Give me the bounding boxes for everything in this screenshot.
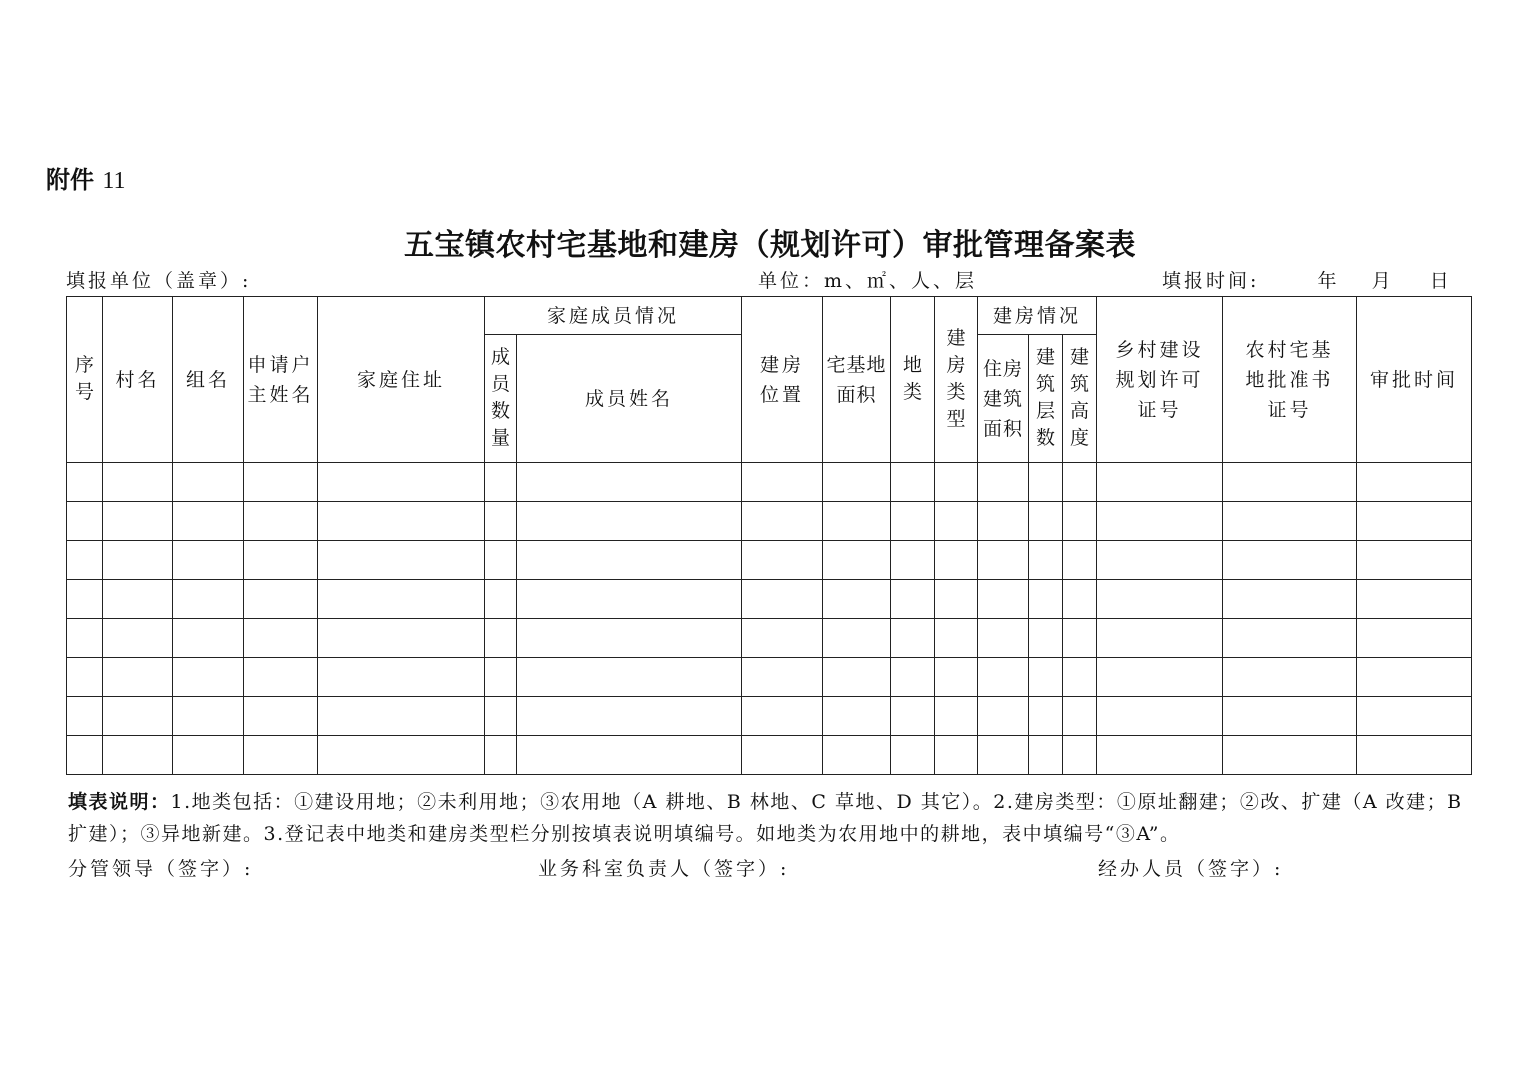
table-cell[interactable] <box>1357 580 1472 619</box>
table-cell[interactable] <box>244 658 318 697</box>
table-cell[interactable] <box>1029 658 1063 697</box>
table-cell[interactable] <box>823 619 891 658</box>
table-cell[interactable] <box>978 697 1029 736</box>
table-cell[interactable] <box>935 541 978 580</box>
table-cell[interactable] <box>1063 580 1097 619</box>
table-cell[interactable] <box>173 658 244 697</box>
table-cell[interactable] <box>1063 502 1097 541</box>
table-row <box>67 619 1472 658</box>
header-location: 建房位置 <box>742 297 823 463</box>
table-cell[interactable] <box>517 736 742 775</box>
table-cell[interactable] <box>244 619 318 658</box>
table-cell[interactable] <box>485 580 517 619</box>
table-cell[interactable] <box>103 580 173 619</box>
table-cell[interactable] <box>935 658 978 697</box>
table-cell[interactable] <box>1029 736 1063 775</box>
table-row <box>67 736 1472 775</box>
table-cell[interactable] <box>742 697 823 736</box>
table-cell[interactable] <box>67 619 103 658</box>
table-row <box>67 502 1472 541</box>
table-row <box>67 658 1472 697</box>
table-cell[interactable] <box>823 580 891 619</box>
table-cell[interactable] <box>978 463 1029 502</box>
handler-signature-label: 经办人员（签字）: <box>1098 858 1284 880</box>
header-group: 组名 <box>173 297 244 463</box>
table-cell[interactable] <box>891 541 935 580</box>
table-cell[interactable] <box>1357 541 1472 580</box>
table-cell[interactable] <box>103 736 173 775</box>
table-cell[interactable] <box>1223 580 1357 619</box>
table-cell[interactable] <box>1029 619 1063 658</box>
table-cell[interactable] <box>517 580 742 619</box>
table-cell[interactable] <box>823 736 891 775</box>
table-row <box>67 463 1472 502</box>
table-cell[interactable] <box>103 463 173 502</box>
table-cell[interactable] <box>485 658 517 697</box>
table-cell[interactable] <box>244 541 318 580</box>
table-cell[interactable] <box>67 502 103 541</box>
table-cell[interactable] <box>935 502 978 541</box>
table-cell[interactable] <box>485 541 517 580</box>
table-cell[interactable] <box>1223 658 1357 697</box>
table-cell[interactable] <box>742 619 823 658</box>
table-cell[interactable] <box>1223 541 1357 580</box>
table-cell[interactable] <box>978 580 1029 619</box>
table-cell[interactable] <box>1063 619 1097 658</box>
table-cell[interactable] <box>244 697 318 736</box>
table-cell[interactable] <box>517 463 742 502</box>
header-family-group: 家庭成员情况 <box>485 297 742 335</box>
table-cell[interactable] <box>318 619 485 658</box>
table-cell[interactable] <box>891 736 935 775</box>
reporting-date-label: 填报时间: <box>1162 270 1260 292</box>
year-label: 年 <box>1317 270 1340 292</box>
instructions-lead: 填表说明： <box>68 791 171 813</box>
reporting-date <box>1162 266 1452 293</box>
table-row <box>67 580 1472 619</box>
leader-signature-label: 分管领导（签字）: <box>68 858 254 880</box>
table-cell[interactable] <box>318 658 485 697</box>
table-cell[interactable] <box>67 463 103 502</box>
table-cell[interactable] <box>1029 541 1063 580</box>
header-floor-area: 住房建筑面积 <box>978 335 1029 463</box>
table-cell[interactable] <box>103 541 173 580</box>
table-cell[interactable] <box>742 463 823 502</box>
table-cell[interactable] <box>67 697 103 736</box>
table-cell[interactable] <box>742 658 823 697</box>
table-cell[interactable] <box>103 502 173 541</box>
table-cell[interactable] <box>978 619 1029 658</box>
table-cell[interactable] <box>173 541 244 580</box>
month-label: 月 <box>1371 270 1394 292</box>
attachment-label <box>46 160 125 195</box>
table-cell[interactable] <box>891 619 935 658</box>
header-member-names: 成员姓名 <box>517 335 742 463</box>
table-cell[interactable] <box>1223 463 1357 502</box>
table-cell[interactable] <box>823 541 891 580</box>
table-cell[interactable] <box>1357 463 1472 502</box>
table-cell[interactable] <box>823 502 891 541</box>
table-cell[interactable] <box>978 502 1029 541</box>
table-cell[interactable] <box>891 658 935 697</box>
table-cell[interactable] <box>244 580 318 619</box>
table-cell[interactable] <box>318 697 485 736</box>
table-cell[interactable] <box>823 658 891 697</box>
table-cell[interactable] <box>935 580 978 619</box>
table-cell[interactable] <box>1223 619 1357 658</box>
header-homestead-area: 宅基地面积 <box>823 297 891 463</box>
header-address: 家庭住址 <box>318 297 485 463</box>
table-cell[interactable] <box>517 502 742 541</box>
header-height: 建筑高度 <box>1063 335 1097 463</box>
table-cell[interactable] <box>891 463 935 502</box>
table-cell[interactable] <box>244 502 318 541</box>
table-cell[interactable] <box>742 580 823 619</box>
header-member-count: 成员数量 <box>485 335 517 463</box>
table-cell[interactable] <box>173 697 244 736</box>
table-cell[interactable] <box>935 463 978 502</box>
table-cell[interactable] <box>1223 502 1357 541</box>
table-cell[interactable] <box>823 697 891 736</box>
header-land-type: 地类 <box>891 297 935 463</box>
table-cell[interactable] <box>1063 658 1097 697</box>
table-cell[interactable] <box>935 736 978 775</box>
table-row <box>67 697 1472 736</box>
header-applicant: 申请户主姓名 <box>244 297 318 463</box>
table-cell[interactable] <box>318 580 485 619</box>
table-cell[interactable] <box>1029 697 1063 736</box>
table-cell[interactable] <box>1029 580 1063 619</box>
table-body <box>67 463 1472 775</box>
header-homestead-permit: 农村宅基地批准书证号 <box>1223 297 1357 463</box>
header-floors: 建筑层数 <box>1029 335 1063 463</box>
header-build-type: 建房类型 <box>935 297 978 463</box>
table-cell[interactable] <box>1357 502 1472 541</box>
header-seq: 序号 <box>67 297 103 463</box>
table-cell[interactable] <box>173 502 244 541</box>
table-cell[interactable] <box>1097 619 1223 658</box>
table-cell[interactable] <box>517 619 742 658</box>
table-cell[interactable] <box>517 658 742 697</box>
table-cell[interactable] <box>978 541 1029 580</box>
reporting-unit-label: 填报单位（盖章）: <box>66 270 252 292</box>
header-planning-permit: 乡村建设规划许可证号 <box>1097 297 1223 463</box>
table-cell[interactable] <box>891 697 935 736</box>
table-cell[interactable] <box>891 580 935 619</box>
table-cell[interactable] <box>978 658 1029 697</box>
table-cell[interactable] <box>1097 580 1223 619</box>
table-cell[interactable] <box>742 736 823 775</box>
table-cell[interactable] <box>1063 736 1097 775</box>
table-cell[interactable] <box>1223 697 1357 736</box>
day-label: 日 <box>1429 270 1452 292</box>
table-cell[interactable] <box>1029 463 1063 502</box>
table-cell[interactable] <box>1097 463 1223 502</box>
table-cell[interactable] <box>1357 619 1472 658</box>
header-build-group: 建房情况 <box>978 297 1097 335</box>
registration-table <box>66 296 1472 775</box>
table-cell[interactable] <box>173 736 244 775</box>
table-cell[interactable] <box>978 736 1029 775</box>
table-cell[interactable] <box>891 502 935 541</box>
table-cell[interactable] <box>485 736 517 775</box>
table-cell[interactable] <box>67 736 103 775</box>
table-cell[interactable] <box>823 463 891 502</box>
table-cell[interactable] <box>742 502 823 541</box>
table-cell[interactable] <box>485 697 517 736</box>
table-cell[interactable] <box>485 502 517 541</box>
header-village: 村名 <box>103 297 173 463</box>
table-cell[interactable] <box>1097 658 1223 697</box>
table-cell[interactable] <box>318 463 485 502</box>
table-cell[interactable] <box>1063 541 1097 580</box>
table-cell[interactable] <box>67 580 103 619</box>
table-cell[interactable] <box>318 541 485 580</box>
table-cell[interactable] <box>1097 697 1223 736</box>
table-cell[interactable] <box>244 736 318 775</box>
attachment-label-text: 附件 <box>46 166 94 194</box>
instructions-text: 1.地类包括：①建设用地；②未利用地；③农用地（A 耕地、B 林地、C 草地、D 其它）。2.建房类型：①原址翻建；②改、扩建（A 改建；B 扩建）；③异地新建。3.登记表中地类和建房类型栏分别按填表说明填编号。如地类为农用地中的耕地，表中填编号“③A”。 <box>68 791 1463 845</box>
table-cell[interactable] <box>318 502 485 541</box>
table-cell[interactable] <box>935 619 978 658</box>
table-cell[interactable] <box>173 463 244 502</box>
table-cell[interactable] <box>485 463 517 502</box>
table-cell[interactable] <box>1357 658 1472 697</box>
table-cell[interactable] <box>1097 502 1223 541</box>
table-cell[interactable] <box>67 658 103 697</box>
table-cell[interactable] <box>67 541 103 580</box>
page-title: 五宝镇农村宅基地和建房（规划许可）审批管理备案表 <box>404 228 1136 263</box>
table-cell[interactable] <box>935 697 978 736</box>
table-cell[interactable] <box>103 697 173 736</box>
header-approval-time: 审批时间 <box>1357 297 1472 463</box>
table-cell[interactable] <box>1223 736 1357 775</box>
table-cell[interactable] <box>1063 697 1097 736</box>
filling-instructions <box>68 786 1472 850</box>
table-cell[interactable] <box>1357 697 1472 736</box>
table-cell[interactable] <box>173 619 244 658</box>
table-cell[interactable] <box>517 697 742 736</box>
table-cell[interactable] <box>742 541 823 580</box>
table-cell[interactable] <box>173 580 244 619</box>
table-cell[interactable] <box>318 736 485 775</box>
table-cell[interactable] <box>1097 541 1223 580</box>
units-label: 单位：m、㎡、人、层 <box>758 270 978 292</box>
department-head-signature-label: 业务科室负责人（签字）: <box>538 858 790 880</box>
table-cell[interactable] <box>485 619 517 658</box>
table-cell[interactable] <box>517 541 742 580</box>
table-row <box>67 541 1472 580</box>
table-cell[interactable] <box>1029 502 1063 541</box>
table-cell[interactable] <box>103 619 173 658</box>
table-cell[interactable] <box>103 658 173 697</box>
table-cell[interactable] <box>1063 463 1097 502</box>
attachment-number: 11 <box>102 168 126 194</box>
table-cell[interactable] <box>244 463 318 502</box>
table-cell[interactable] <box>1357 736 1472 775</box>
table-cell[interactable] <box>1097 736 1223 775</box>
